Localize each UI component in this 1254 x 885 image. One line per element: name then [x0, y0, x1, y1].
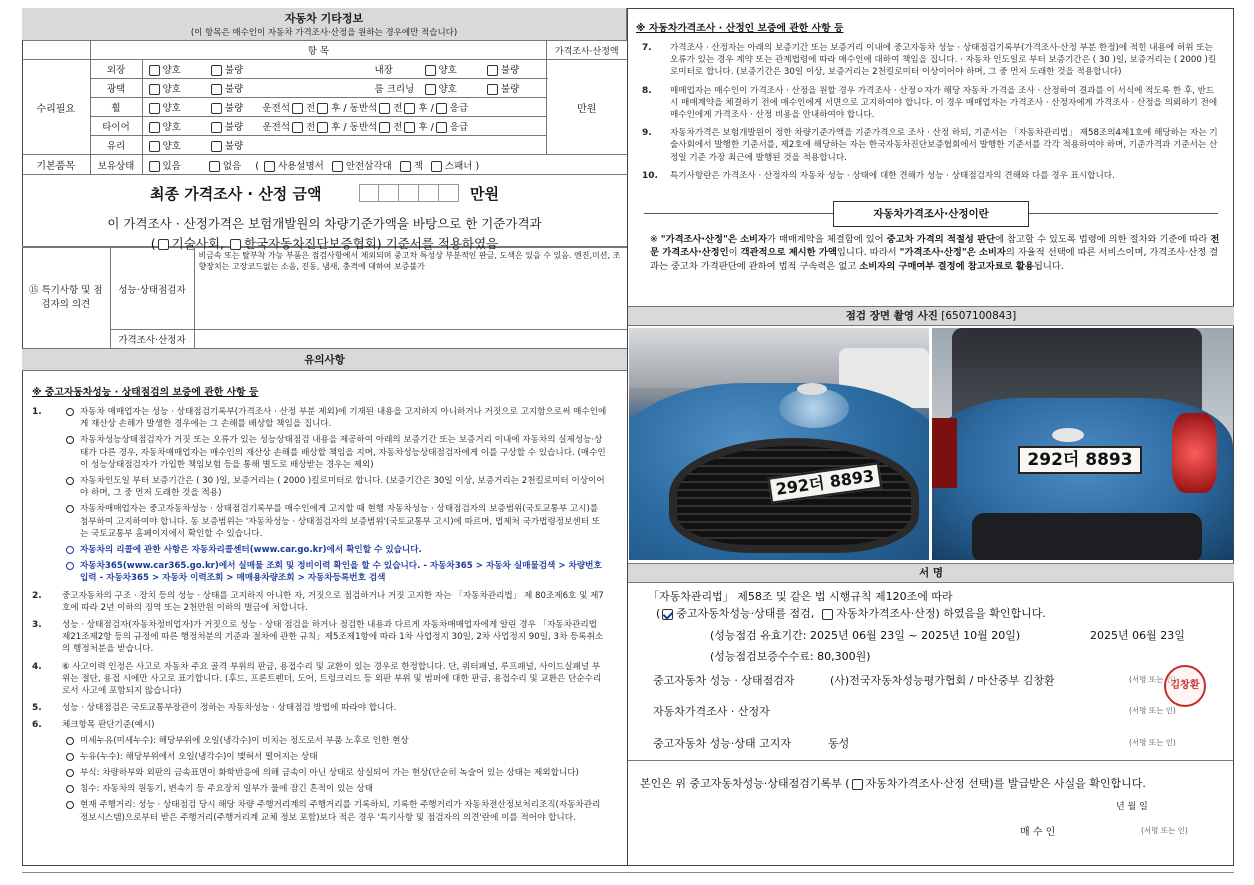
item-sub: 부식: 차량하부와 외판의 금속표면이 화학반응에 의해 금속이 아닌 상태로 상실되어 가는 현상(단순히 녹슬어 있는 상태는 제외합니다) — [62, 767, 607, 779]
item-number: 5. — [32, 703, 42, 714]
item-sub: 자동차성능상태점검자가 거짓 또는 오류가 있는 성능상태점검 내용을 제공하여 아래의 보증기간 또는 보증거리 이내에 자동차의 실제성능·상태가 다른 경우, 자동차매매업자는 매수인의 재산상 손해를 배상할 책임을 지며, 자동차성능상태점검자에게 이를 구상할 수 있습니다. (매수인이 성능상태점검자가 가입한 책임보험 등을 통해 별도로 배상받는 경우는 제외) — [62, 434, 607, 471]
checkbox[interactable] — [317, 103, 328, 114]
item-text: 체크항목 판단기준(예시) — [62, 720, 155, 731]
checkbox[interactable] — [436, 103, 447, 114]
checkbox[interactable] — [211, 122, 222, 133]
repair-label: 수리필요 — [22, 60, 90, 155]
checkbox[interactable] — [379, 103, 390, 114]
sign-or-seal: (서명 또는 인) — [1129, 675, 1176, 684]
license-plate: 292더 8893 — [768, 462, 883, 503]
signature-body — [628, 585, 1234, 866]
checkbox[interactable] — [292, 103, 303, 114]
basic-label: 기본품목 — [22, 155, 90, 175]
checkbox-checked[interactable] — [662, 609, 673, 620]
notice-item — [32, 590, 607, 614]
validity-period: (성능점검 유효기간: 2025년 06월 23일 ~ 2025년 10월 20일) — [710, 629, 1021, 642]
item-sub: 자동차 매매업자는 성능 · 상태점검기록부(가격조사 · 산정 부분 제외)에 기재된 내용을 고지하지 아니하거나 거짓으로 고지함으로써 매수인에게 재산상 손해가 발생한 경우에는 그 손해를 배상할 책임을 집니다. — [62, 406, 607, 430]
row-glass: 유리 — [90, 136, 142, 155]
checkbox[interactable] — [436, 122, 447, 133]
appraisal-item — [636, 85, 1220, 122]
item-number: 1. — [32, 407, 42, 417]
appraisal-section — [628, 8, 1234, 188]
item-number: 9. — [642, 128, 652, 139]
notice-body — [22, 382, 627, 829]
item-number: 7. — [642, 43, 652, 53]
checkbox[interactable] — [404, 103, 415, 114]
checkbox[interactable] — [149, 122, 160, 133]
item-sub: 자동차매매업자는 중고자동차성능 · 상태점검기록부를 매수인에게 고지할 때 현행 자동차성능 · 상태점검자의 보증범위(국토교통부 고시)를 첨부하여 고지하여야 합니다. 동 보증범위는 '자동차성능 · 상태점검자의 보증범위'(국토교통부 고시)에 따르며, 법제처 국가법령정보센터 또는 국토교통부 홈페이지에서 확인할 수 있습니다. — [62, 503, 607, 540]
sign-line1: 「자동차관리법」 제58조 및 같은 법 시행규칙 제120조에 따라 — [648, 590, 953, 603]
checkbox[interactable] — [149, 84, 160, 95]
exterior-options: 양호 불량 내장 양호 불량 — [142, 60, 547, 79]
col-price-header: 가격조사·산정액 — [547, 41, 627, 60]
item-text: 자동차가격은 보험개발원이 정한 차량기준가액을 기준가격으로 조사 · 산정 하되, 기준서는 「자동차관리법」 제58조의4제1호에 해당하는 자는 기술사회에서 발행한 기준서를, 제2호에 해당하는 자는 한국자동차진단보증협회에서 발행한 기준서를 각각 적용하여야 하며, 기준가격과 기준서는 산정일 기준 가장 최근에 발행된 것을 적용합니다. — [670, 128, 1218, 163]
item-text: 중고자동차의 구조 · 장치 등의 성능 · 상태를 고지하지 아니한 자, 거짓으로 점검하거나 거짓 고지한 자는 「자동차관리법」 제 80조제6호 및 제7호에 따라 2년 이하의 징역 또는 2천만원 이하의 벌금에 처합니다. — [62, 590, 604, 613]
row-wheel: 휠 — [90, 98, 142, 117]
item-sub: 누유(누수): 해당부위에서 오일(냉각수)이 맺혀서 떨어지는 상태 — [62, 751, 607, 763]
notice-section-title: ※ 중고자동차성능 · 상태점검의 보증에 관한 사항 등 — [32, 387, 259, 398]
item-text: 가격조사 · 산정자는 아래의 보증기간 또는 보증거리 이내에 중고자동차 성능 · 상태점검기록부(가격조사·산정 부분 한정)에 적힌 내용에 허위 또는 오류가 있는 경우 계약 또는 관계법령에 따라 매수인에 대하여 책임을 집니다. · 자동차 인도일로 부터 보증기간은 ( 30 )일, 보증거리는 ( 2000 )킬로미터로 합니다. (보증기간은 30일 이상, 보증거리는 2천킬로미터 이상이어야 하며, 그 중 먼저 도래한 것을 적용합니다) — [670, 43, 1217, 78]
appraiser-label: 가격조사·산정자 — [110, 330, 194, 349]
col-item-header: 항 목 — [90, 41, 547, 60]
item-sub: 침수: 자동차의 원동기, 변속기 등 주요장치 일부가 물에 잠긴 흔적이 있는 상태 — [62, 783, 607, 795]
inspection-photo-front — [629, 328, 929, 560]
row-tire: 타이어 — [90, 117, 142, 136]
final-desc2: ( 기술사회, 한국자동차진단보증협회) 기준서를 적용하였음 — [150, 235, 499, 251]
final-price-box — [22, 175, 627, 251]
checkbox[interactable] — [264, 161, 275, 172]
checkbox[interactable] — [149, 65, 160, 76]
buyer-confirm: 본인은 위 중고자동차성능·상태점검기록부 ( 자동차가격조사·산정 선택)를 발급받은 사실을 확인합니다. — [640, 777, 1146, 790]
notifier-row-label: 중고자동차 성능·상태 고지자 — [653, 737, 792, 750]
item-number: 10. — [642, 170, 658, 181]
notifier-name: 동성 — [828, 737, 850, 750]
checkbox[interactable] — [431, 161, 442, 172]
checkbox[interactable] — [379, 122, 390, 133]
final-desc1: 이 가격조사 · 산정가격은 보험개발원의 차량기준가액을 바탕으로 한 기준가격과 — [107, 215, 542, 231]
gloss-options: 양호 불량 룸 크리닝 양호 불량 — [142, 79, 547, 98]
appraisal-item — [636, 127, 1220, 164]
other-info-section — [22, 8, 627, 371]
item-text: 특기사항란은 가격조사 · 산정자의 자동차 성능 · 상태에 대한 견해가 성능 · 상태점검자의 견해와 다를 경우 표시합니다. — [670, 170, 1115, 181]
circle-bullet-icon — [66, 477, 74, 485]
bottom-cut-line — [22, 872, 1234, 873]
checkbox[interactable] — [425, 84, 436, 95]
circle-bullet-icon — [66, 562, 74, 570]
photo-id: [6507100843] — [941, 310, 1017, 322]
sign-line2: ( 중고자동차성능·상태를 점검, 자동차가격조사·산정) 하였음을 확인합니다. — [656, 607, 1046, 620]
checkbox[interactable] — [211, 84, 222, 95]
row-gloss: 광택 — [90, 79, 142, 98]
final-price-title: 최종 가격조사 · 산정 금액 — [150, 185, 322, 203]
item-sub: 현재 주행거리: 성능 · 상태점검 당시 해당 차량 주행거리계의 주행거리를 기록하되, 기록한 주행거리가 자동차전산정보처리조직(자동차관리정보시스템)으로부터 받은 주행거리(주행거리계 교체 정보 포함)보다 적은 경우 '특기사항 및 점검자의 의견'란에 이를 적어야 합니다. — [62, 799, 607, 823]
photo-title: 점검 장면 촬영 사진 — [845, 310, 938, 322]
item-text: ⑥ 사고이력 인정은 사고로 자동차 주요 골격 부위의 판금, 용접수리 및 교환이 있는 경우로 한정합니다. 단, 쿼터패널, 루프패널, 사이드실패널 부위는 절단, 용접 시에만 사고로 표기합니다. (후드, 프론트펜더, 도어, 트렁크리드 등 외판 부위 및 범퍼에 대한 판금, 용접수리 및 교환은 단순수리로서 사고에 포함되지 않습니다) — [62, 661, 602, 697]
inspector-row-label: 중고자동차 성능 · 상태점검자 — [653, 674, 795, 687]
notice-item — [32, 661, 607, 698]
circle-bullet-icon — [66, 408, 74, 416]
item-sub: 자동차의 리콜에 관한 사항은 자동차리콜센터(www.car.go.kr)에서 확인할 수 있습니다. — [62, 544, 607, 556]
item-sub: 자동차인도일 부터 보증기간은 ( 30 )일, 보증거리는 ( 2000 )킬로미터로 합니다. (보증기간은 30일 이상, 보증거리는 2천킬로미터 이상이어야 하며, 그 중 먼저 도래한 것을 적용) — [62, 475, 607, 499]
sign-or-seal: (서명 또는 인) — [1141, 826, 1188, 835]
appraisal-section-title: ※ 자동차가격조사 · 산정인 보증에 관한 사항 등 — [636, 23, 844, 34]
appraiser-opinion[interactable] — [194, 330, 627, 349]
checkbox[interactable] — [852, 779, 863, 790]
inspector-label: 성능·상태점검자 — [110, 248, 194, 330]
item-number: 2. — [32, 590, 42, 601]
notice-items — [32, 406, 607, 824]
checkbox[interactable] — [425, 65, 436, 76]
circle-bullet-icon — [66, 801, 74, 809]
what-is-box — [628, 198, 1234, 302]
sign-date: 2025년 06월 23일 — [1090, 629, 1185, 642]
other-info-title: 자동차 기타정보 — [284, 12, 364, 25]
confirm-date: 년 월 일 — [1116, 802, 1148, 812]
checkbox[interactable] — [211, 65, 222, 76]
ownership-options: 있음 없음 ( 사용설명서 안전삼각대 잭 스패너 ) — [142, 155, 627, 175]
checkbox[interactable] — [487, 65, 498, 76]
notice-item — [32, 702, 607, 714]
circle-bullet-icon — [66, 436, 74, 444]
notice-item — [32, 719, 607, 823]
checkbox[interactable] — [149, 103, 160, 114]
item-number: 8. — [642, 85, 652, 96]
circle-bullet-icon — [66, 785, 74, 793]
circle-bullet-icon — [66, 505, 74, 513]
final-price-input[interactable] — [359, 184, 459, 206]
inspector-opinion: 비금속 또는 탈부착 가능 부품은 점검사항에서 제외되며 중고차 특성상 부분적인 판금, 도색은 있을 수 있음. 엔진,미션, 조향장치는 고장코드없는 소음, 진동, 냄새, 충격에 대하여 보증불가 — [194, 248, 627, 330]
item-number: 3. — [32, 620, 42, 631]
signature-header: 서 명 — [628, 563, 1234, 583]
checkbox[interactable] — [400, 161, 411, 172]
notice-item — [32, 619, 607, 656]
notice-item — [32, 406, 607, 585]
what-is-text: ※ "가격조사·산정"은 소비자가 매매계약을 체결함에 있어 중고차 가격의 적절성 판단에 참고할 수 있도록 법령에 의한 절차와 기준에 따라 전문 가격조사·산정인이 객관적으로 제시한 가액입니다. 따라서 "가격조사·산정"은 소비자의 자율적 선택에 따른 서비스이며, 가격조사·산정 결과는 중고차 가격판단에 관하여 법적 구속력은 없고 소비자의 구매여부 결정에 참고자료로 활용됩니다. — [650, 234, 1220, 272]
circle-bullet-icon — [66, 769, 74, 777]
notice-header: 유의사항 — [22, 349, 627, 371]
checkbox[interactable] — [211, 103, 222, 114]
item-number: 6. — [32, 720, 42, 731]
checkbox[interactable] — [211, 141, 222, 152]
opinion-label: ⑮ 특기사항 및 점검자의 의견 — [22, 248, 110, 349]
guarantee-fee: (성능점검보증수수료: 80,300원) — [710, 650, 871, 663]
price-man-won: 만원 — [547, 60, 627, 155]
license-plate: 292더 8893 — [1018, 446, 1142, 474]
item-text: 성능 · 상태점검자(자동차정비업자)가 거짓으로 성능 · 상태 점검을 하거나 점검한 내용과 다르게 자동차매매업자에게 알린 경우 「자동차관리법 제21조제2항 등의 규정에 따른 행정처분의 기준과 절차에 관한 규칙」제5조제1항에 따라 1차 사업정지 30일, 2차 사업정지 90일, 3차 등록취소의 행정처분을 받습니다. — [62, 620, 604, 655]
photo-header — [628, 306, 1234, 326]
circle-bullet-icon — [66, 753, 74, 761]
sign-or-seal: (서명 또는 인) — [1129, 706, 1176, 715]
checkbox[interactable] — [487, 84, 498, 95]
tire-options: 양호 불량 운전석 전 후 / 동반석 전 후 / 응급 — [142, 117, 547, 136]
checkbox[interactable] — [230, 239, 241, 250]
appraisal-item — [636, 42, 1220, 79]
circle-bullet-icon — [66, 737, 74, 745]
checkbox[interactable] — [292, 122, 303, 133]
checkbox[interactable] — [149, 141, 160, 152]
final-price-unit: 만원 — [469, 185, 499, 203]
other-info-header — [22, 8, 627, 41]
item-sub: 자동차365(www.car365.go.kr)에서 실매물 조회 및 정비이력 확인을 할 수 있습니다. - 자동차365 > 자동차 실매물검색 > 차량번호 입력 - 자동차365 > 자동차 이력조회 > 매매용차량조회 > 자동차등록번호 검색 — [62, 560, 607, 584]
inspection-photo-rear — [932, 328, 1233, 560]
checkbox[interactable] — [317, 122, 328, 133]
checkbox[interactable] — [149, 161, 160, 172]
wheel-options: 양호 불량 운전석 전 후 / 동반석 전 후 / 응급 — [142, 98, 547, 117]
item-sub: 미세누유(미세누수): 해당부위에 오일(냉각수)이 비치는 정도로서 부품 노후로 인한 현상 — [62, 735, 607, 747]
appraiser-row-label: 자동차가격조사 · 산정자 — [653, 705, 770, 718]
row-exterior: 외장 — [90, 60, 142, 79]
checkbox[interactable] — [404, 122, 415, 133]
glass-options: 양호 불량 — [142, 136, 547, 155]
checkbox[interactable] — [209, 161, 220, 172]
item-text: 성능 · 상태점검은 국토교통부장관이 정하는 자동차성능 · 상태점검 방법에 따라야 합니다. — [62, 703, 397, 714]
item-text: 매매업자는 매수인이 가격조사 · 산정을 원할 경우 가격조사 · 산정ㅇ자가 해당 자동차 가격을 조사 · 산정하여 결과를 이 서식에 적도록 한 후, 반드시 매매계약을 체결하기 전에 매수인에게 서면으로 고지하여야 합니다. 이 경우 매매업자는 가격조사 · 산정자에게 가격조사 · 산정을 의뢰하기 전에 매수인에게 가격조사 · 산정 비용을 안내하여야 합니다. — [670, 85, 1218, 121]
row-ownership: 보유상태 — [90, 155, 142, 175]
buyer-label: 매 수 인 — [1020, 827, 1056, 838]
circle-bullet-icon — [66, 546, 74, 554]
item-number: 4. — [32, 661, 42, 672]
seal-stamp: 김창환 — [1164, 665, 1206, 707]
appraisal-item — [636, 170, 1220, 182]
appraisal-items — [636, 42, 1220, 182]
other-info-subtitle: (이 항목은 매수인이 자동차 가격조사·산정을 원하는 경우에만 적습니다) — [190, 28, 458, 38]
checkbox[interactable] — [822, 609, 833, 620]
checkbox[interactable] — [158, 239, 169, 250]
what-is-title: 자동차가격조사·산정이란 — [833, 201, 1029, 227]
checkbox[interactable] — [332, 161, 343, 172]
sign-or-seal: (서명 또는 인) — [1129, 738, 1176, 747]
inspector-name: (사)전국자동차성능평가협회 / 마산중부 김창환 — [830, 674, 1055, 687]
